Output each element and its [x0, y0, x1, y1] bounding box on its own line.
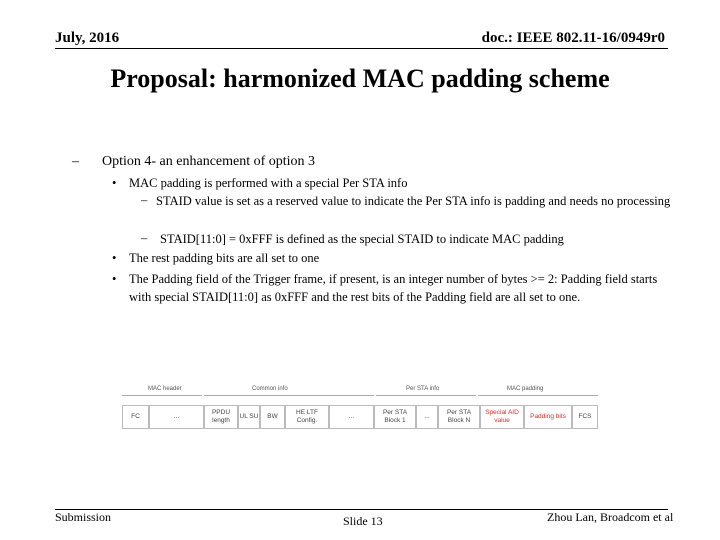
- header-doc-id: doc.: IEEE 802.11-16/0949r0: [481, 30, 665, 46]
- span-line-common-info: [204, 395, 374, 396]
- span-line-mac-padding: [478, 395, 598, 396]
- label-mac-header: MAC header: [148, 386, 182, 392]
- span-line-mac-header: [122, 395, 202, 396]
- field-he-ltf-config: HE LTF Config.: [285, 405, 329, 429]
- header-rule: [55, 48, 668, 49]
- field-fc: FC: [122, 405, 149, 429]
- bullet-marker: •: [112, 272, 117, 286]
- footer-author: Zhou Lan, Broadcom et al: [547, 510, 674, 524]
- sub-bullet-text: STAID value is set as a reserved value to indicate the Per STA info is padding and needs no processing: [156, 194, 671, 208]
- field-padding-bits: Padding bits: [524, 405, 572, 429]
- label-mac-padding: MAC padding: [507, 386, 544, 392]
- field-ellipsis-3: ...: [416, 405, 438, 429]
- sub-bullet-text: STAID[11:0] = 0xFFF is defined as the special STAID to indicate MAC padding: [160, 232, 564, 246]
- field-fcs: FCS: [572, 405, 598, 429]
- field-special-aid-value: Special AID value: [480, 405, 524, 429]
- field-ellipsis-1: ...: [149, 405, 204, 429]
- field-per-sta-block-1: Per STA Block 1: [374, 405, 416, 429]
- sub-bullet-dash: –: [141, 193, 148, 207]
- footer-slide-number: Slide 13: [343, 514, 383, 528]
- field-bw: BW: [260, 405, 285, 429]
- span-line-per-sta-info: [376, 395, 476, 396]
- bullet-text: The Padding field of the Trigger frame, if present, is an integer number of bytes >= 2: Padding field starts with special STAID[11:0] as 0xFFF and the rest bits of the Padding field are all set to one.: [129, 272, 658, 304]
- bullet-text: MAC padding is performed with a special Per STA info: [129, 176, 408, 190]
- bullet-marker: •: [112, 251, 117, 265]
- slide-title: Proposal: harmonized MAC padding scheme: [110, 64, 610, 93]
- field-ellipsis-2: ...: [329, 405, 374, 429]
- trigger-frame-figure: [120, 386, 600, 436]
- field-per-sta-block-n: Per STA Block N: [438, 405, 480, 429]
- sub-bullet-dash: –: [141, 231, 148, 245]
- bullet-marker: •: [112, 176, 117, 190]
- level1-text: Option 4- an enhancement of option 3: [102, 154, 316, 169]
- bullet-text: The rest padding bits are all set to one: [129, 251, 320, 265]
- level1-dash: –: [72, 154, 79, 169]
- label-per-sta-info: Per STA info: [406, 386, 440, 392]
- footer-submission: Submission: [55, 510, 112, 524]
- header-date: July, 2016: [55, 30, 120, 46]
- label-common-info: Common info: [252, 386, 288, 392]
- field-ul-su: UL SU: [238, 405, 260, 429]
- field-ppdu-length: PPDU length: [204, 405, 238, 429]
